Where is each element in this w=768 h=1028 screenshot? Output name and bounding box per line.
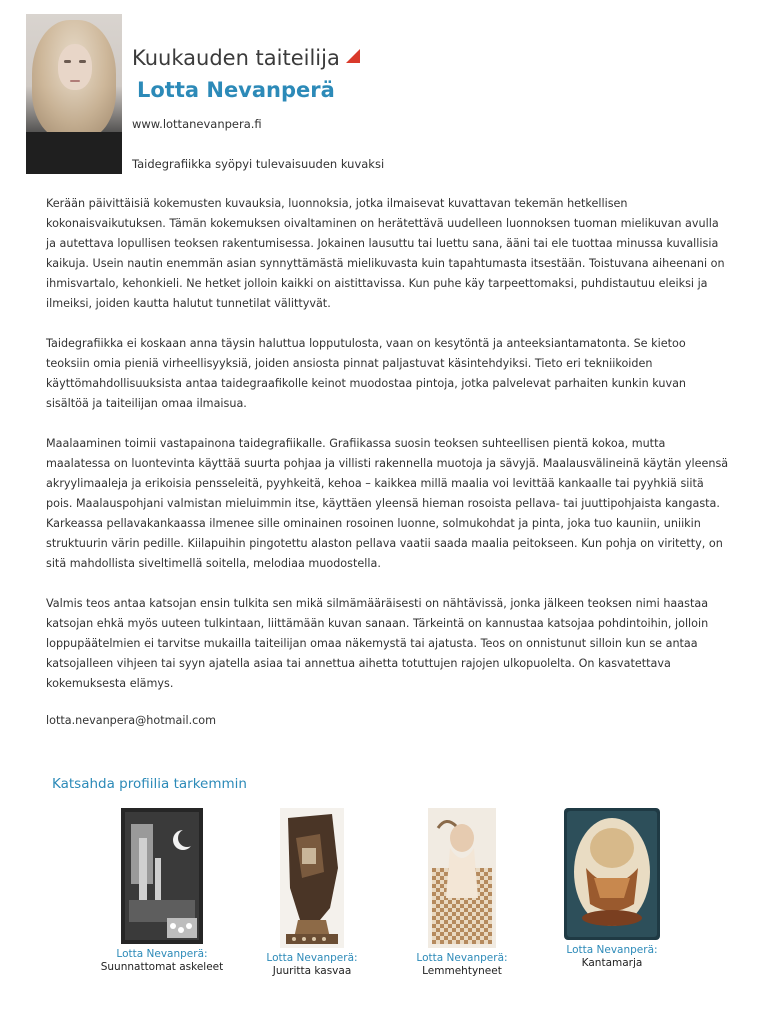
artist-name: Lotta Nevanperä — [137, 78, 335, 102]
gallery-item[interactable] — [537, 808, 687, 969]
gallery-item[interactable] — [237, 808, 387, 977]
article-paragraph: Valmis teos antaa katsojan ensin tulkita sen mikä silmämääräisesti on nähtävissä, jonka jälkeen teoksen nimi haastaa katsojan ehkä myös uuteen tulkintaan, liittämään kuvan sanaan. Tärkeintä on kannustaa katsojaa pohdintoihin, jolloin loppupäätelmien ei tarvitse mukailla taiteilijan omaa näkemystä tai ajatusta. Teos on onnistunut silloin kun se antaa katsojalleen vihjeen tai syyn ajatella asiaa tai annettua aihetta totuttujen rajojen ulkopuolelta. On kasvatettava kokemuksesta elämys. — [46, 597, 709, 690]
artist-portrait — [26, 14, 122, 174]
portrait-shirt — [26, 132, 122, 174]
portrait-eye — [64, 60, 71, 63]
portrait-face — [58, 44, 92, 90]
gallery-item[interactable] — [87, 808, 237, 973]
contact-email[interactable]: lotta.nevanpera@hotmail.com — [46, 714, 217, 727]
page-title-text: Kuukauden taiteilija — [132, 46, 340, 70]
article-paragraph: Maalaaminen toimii vastapainona taidegrafiikalle. Grafiikassa suosin teoksen suhteellisen pientä kokoa, mutta maalatessa on luontevinta käyttää suurta pohjaa ja villisti rakennella muotoja ja sävyjä. Maalausvälineinä käytän yleensä akryylimaaleja ja erikoisia pensseleitä, pyyhkeitä, kehoa – kaikkea millä maalia voi levittää kankaalle tai pyyhkiä siitä pois. Maalauspohjani valmistan mieluimmin itse, käyttäen yleensä hieman rosoista pellava- tai juuttipohjaista kangasta. Karkeassa pellavakankaassa ilmenee sille ominainen rosoinen luonne, solmukohdat ja pinta, joka tuo kauniin, uniikin struktuurin värin pedille. Kiilapuihin pingotettu alaston pellava vaatii saada maalia peitokseen. Kun pohja on viritetty, on sitä mahdollista siveltimellä soitella, melodiaa muodostella. — [46, 437, 729, 570]
portrait-eye — [79, 60, 86, 63]
artwork-artist[interactable]: Lotta Nevanperä: — [266, 952, 358, 964]
artwork-title[interactable]: Juuritta kasvaa — [272, 965, 352, 977]
website-link[interactable]: www.lottanevanpera.fi — [132, 117, 262, 131]
article-tagline: Taidegrafiikka syöpyi tulevaisuuden kuvaksi — [132, 157, 385, 171]
profile-link[interactable]: Katsahda profiilia tarkemmin — [52, 776, 247, 792]
article-paragraph: Taidegrafiikka ei koskaan anna täysin haluttua lopputulosta, vaan on kesytöntä ja anteeksiantamatonta. Se kietoo teoksiin omia pieniä virheellisyyksiä, joiden ansiosta pinnat paljastuvat käsintehdyiksi. Tieto eri tekniikoiden käyttömahdollisuuksista antaa taidegraafikolle keinot muodostaa pintoja, jotka palvelevat parhaiten kunkin kuvan sisältöä ja taiteilijan omaa ilmaisua. — [46, 337, 687, 410]
artwork-thumbnail[interactable] — [280, 808, 344, 948]
page-title — [132, 46, 360, 70]
gallery-item[interactable] — [387, 808, 537, 977]
artwork-thumbnail[interactable] — [121, 808, 203, 944]
artwork-title[interactable]: Suunnattomat askeleet — [100, 961, 224, 973]
artwork-title[interactable]: Lemmehtyneet — [422, 965, 502, 977]
artwork-artist[interactable]: Lotta Nevanperä: — [416, 952, 508, 964]
article-body — [46, 194, 732, 714]
red-triangle-icon — [346, 49, 360, 63]
article-paragraph: Kerään päivittäisiä kokemusten kuvauksia, luonnoksia, jotka ilmaisevat kuvattavan tekemän hetkellisen kokonaisvaikutuksen. Tämän kokemuksen oivaltaminen on herätettävä uudelleen luonnoksen tuoman mielikuvan avulla ja autettava lopullisen teoksen rakentumisessa. Jokainen lausuttu tai luettu sana, ääni tai ele tuottaa minussa kuvallisia kaikuja. Usein nautin enemmän asian synnyttämästä mielikuvasta kuin tapahtumasta itsestään. Toistuvana aiheenani on ihmisvartalo, kehonkieli. Ne hetket jolloin kaikki on aistittavissa. Kun puhe käy tarpeettomaksi, puhdistautuu eleiksi ja ilmeiksi, joiden kautta halutut tunnetilat välittyvät. — [46, 197, 725, 310]
artwork-title[interactable]: Kantamarja — [581, 957, 643, 969]
artwork-thumbnail[interactable] — [428, 808, 496, 948]
portrait-mouth — [70, 80, 80, 82]
artwork-thumbnail[interactable] — [564, 808, 660, 940]
artwork-artist[interactable]: Lotta Nevanperä: — [566, 944, 658, 956]
artwork-artist[interactable]: Lotta Nevanperä: — [116, 948, 208, 960]
